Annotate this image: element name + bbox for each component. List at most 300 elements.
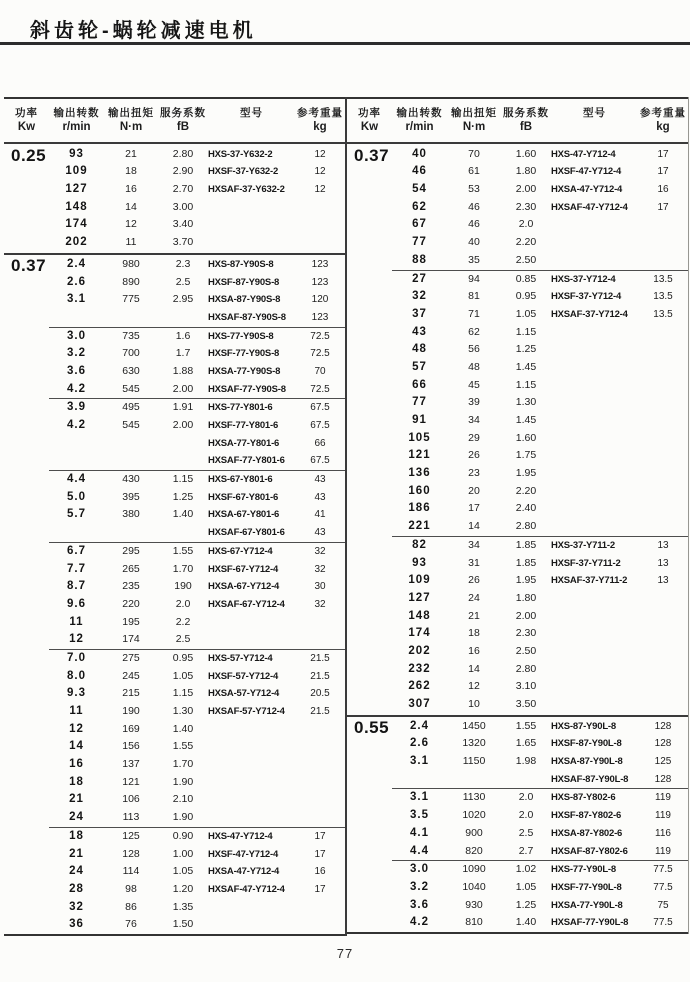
header-unit: kg bbox=[313, 121, 327, 134]
cell-weight bbox=[638, 324, 688, 342]
cell-model bbox=[551, 394, 638, 412]
cell-torque: 220 bbox=[122, 597, 140, 610]
cell-model: HXSAF-47-Y712-4 bbox=[551, 201, 628, 213]
cell-fb: 2.95 bbox=[172, 293, 194, 306]
header-label: 输出转数 bbox=[53, 107, 100, 119]
cell-fb: 2.30 bbox=[515, 627, 537, 640]
cell-model: HXS-37-Y632-2 bbox=[208, 148, 273, 160]
cell-speed: 3.1 bbox=[67, 293, 86, 306]
cell-model: HXSF-77-Y801-6 bbox=[208, 420, 279, 431]
cell-weight: 13.5 bbox=[653, 308, 673, 320]
cell-power bbox=[347, 879, 392, 897]
cell-torque: 545 bbox=[122, 382, 140, 395]
cell-power bbox=[4, 435, 49, 453]
cell-power bbox=[347, 483, 392, 501]
cell-weight: 43 bbox=[314, 527, 326, 539]
page-title: 斜齿轮-蜗轮减速电机 bbox=[30, 20, 257, 42]
header-cell-speed bbox=[49, 106, 104, 136]
cell-weight: 128 bbox=[654, 720, 672, 732]
cell-power bbox=[347, 843, 392, 861]
cell-power bbox=[347, 324, 392, 342]
cell-model: HXSAF-77-Y90L-8 bbox=[551, 917, 629, 929]
cell-power bbox=[4, 738, 49, 756]
cell-speed: 3.6 bbox=[410, 898, 429, 911]
cell-speed: 4.4 bbox=[67, 473, 86, 486]
cell-weight: 70 bbox=[314, 365, 326, 377]
table-row bbox=[4, 274, 345, 292]
cell-speed: 148 bbox=[65, 200, 88, 213]
cell-model bbox=[208, 631, 295, 649]
cell-fb: 1.7 bbox=[175, 347, 191, 360]
cell-power bbox=[4, 881, 49, 899]
cell-power bbox=[347, 271, 392, 289]
cell-model: HXSF-87-Y802-6 bbox=[551, 810, 622, 822]
cell-weight bbox=[638, 500, 688, 518]
cell-model bbox=[208, 756, 295, 774]
cell-fb: 0.95 bbox=[172, 651, 194, 664]
cell-model bbox=[208, 791, 295, 809]
cell-weight: 116 bbox=[655, 827, 671, 839]
cell-weight: 13.5 bbox=[653, 291, 673, 303]
cell-torque: 29 bbox=[468, 431, 480, 444]
header-cell-power bbox=[4, 106, 49, 136]
cell-power bbox=[4, 596, 49, 614]
cell-speed: 12 bbox=[69, 722, 84, 735]
table-row bbox=[347, 324, 688, 342]
table-row bbox=[4, 631, 345, 649]
table-row bbox=[4, 381, 345, 399]
cell-speed: 11 bbox=[69, 705, 84, 717]
cell-weight: 43 bbox=[314, 491, 326, 503]
cell-torque: 380 bbox=[122, 508, 140, 521]
cell-speed: 32 bbox=[412, 290, 427, 303]
cell-speed: 37 bbox=[412, 307, 427, 320]
cell-power bbox=[347, 341, 392, 359]
cell-fb: 2.80 bbox=[515, 520, 537, 533]
table-row bbox=[4, 399, 345, 417]
cell-speed: 4.1 bbox=[410, 826, 429, 839]
cell-model: HXSF-37-Y711-2 bbox=[551, 557, 621, 569]
cell-power bbox=[4, 899, 49, 917]
cell-fb: 1.80 bbox=[515, 591, 537, 604]
cell-fb: 1.40 bbox=[515, 916, 537, 929]
cell-model: HXSAF-57-Y712-4 bbox=[208, 706, 285, 717]
cell-weight: 72.5 bbox=[310, 348, 330, 360]
cell-torque: 56 bbox=[468, 343, 480, 356]
cell-model bbox=[208, 899, 295, 917]
cell-torque: 94 bbox=[468, 272, 480, 285]
cell-speed: 2.4 bbox=[410, 719, 429, 732]
cell-power bbox=[4, 524, 49, 542]
cell-weight bbox=[638, 465, 688, 483]
cell-model: HXSA-47-Y712-4 bbox=[551, 184, 623, 196]
cell-power bbox=[347, 163, 392, 181]
cell-speed: 77 bbox=[412, 396, 427, 409]
cell-speed: 77 bbox=[412, 236, 427, 249]
cell-power bbox=[4, 381, 49, 399]
table-body bbox=[347, 144, 688, 934]
cell-model: HXSAF-47-Y712-4 bbox=[208, 883, 285, 895]
cell-fb: 2.50 bbox=[515, 253, 537, 266]
table-row bbox=[4, 703, 345, 721]
cell-fb bbox=[158, 309, 208, 327]
cell-fb: 2.10 bbox=[172, 793, 194, 806]
cell-power bbox=[347, 608, 392, 626]
cell-speed: 202 bbox=[408, 644, 431, 657]
power-value: 0.37 bbox=[11, 255, 47, 275]
cell-torque: 98 bbox=[125, 882, 137, 895]
cell-weight bbox=[295, 774, 345, 792]
table-row bbox=[347, 146, 688, 164]
cell-fb: 3.50 bbox=[515, 698, 537, 710]
header-cell-torque bbox=[447, 106, 501, 136]
header-label: 功率 bbox=[15, 107, 38, 119]
cell-torque: 1040 bbox=[462, 880, 486, 893]
cell-model: HXSA-57-Y712-4 bbox=[208, 688, 280, 700]
table-row bbox=[4, 828, 345, 846]
cell-speed: 2.4 bbox=[67, 257, 86, 270]
table-row bbox=[4, 650, 345, 668]
cell-power bbox=[347, 696, 392, 714]
cell-speed: 21 bbox=[69, 847, 84, 860]
table-row bbox=[347, 879, 688, 897]
table-row bbox=[347, 861, 688, 879]
cell-fb: 1.91 bbox=[172, 401, 194, 414]
header-unit: r/min bbox=[405, 121, 434, 134]
cell-model bbox=[208, 916, 295, 934]
cell-fb: 1.75 bbox=[515, 449, 537, 462]
cell-fb bbox=[158, 435, 208, 453]
table-row bbox=[4, 809, 345, 827]
cell-power bbox=[347, 518, 392, 536]
cell-speed: 105 bbox=[408, 431, 431, 444]
cell-fb: 2.80 bbox=[515, 662, 537, 675]
table-row bbox=[347, 807, 688, 825]
cell-torque: 26 bbox=[468, 449, 480, 462]
cell-weight bbox=[638, 216, 688, 234]
table-row bbox=[4, 506, 345, 524]
cell-speed: 4.2 bbox=[67, 382, 86, 395]
cell-speed: 24 bbox=[69, 811, 84, 824]
cell-fb: 1.50 bbox=[172, 918, 194, 931]
table-row bbox=[347, 252, 688, 270]
cell-speed: 5.0 bbox=[67, 490, 86, 503]
cell-speed: 14 bbox=[69, 740, 84, 753]
header-unit: fB bbox=[519, 121, 533, 134]
table-row bbox=[4, 199, 345, 217]
cell-model bbox=[208, 774, 295, 792]
cell-fb: 3.00 bbox=[172, 200, 194, 213]
cell-model: HXSF-77-Y90L-8 bbox=[551, 881, 622, 893]
cell-power bbox=[4, 181, 49, 199]
table-row bbox=[4, 146, 345, 164]
table-row bbox=[347, 234, 688, 252]
cell-torque: 10 bbox=[468, 698, 480, 710]
cell-torque: 215 bbox=[122, 687, 140, 700]
cell-torque: 16 bbox=[125, 183, 137, 196]
cell-weight bbox=[638, 430, 688, 448]
spec-table-left bbox=[4, 97, 347, 936]
cell-fb: 1.80 bbox=[515, 165, 537, 178]
cell-torque: 61 bbox=[468, 165, 480, 178]
cell-power bbox=[4, 578, 49, 596]
cell-weight: 32 bbox=[314, 598, 326, 610]
cell-power bbox=[4, 631, 49, 649]
header-unit bbox=[208, 120, 295, 135]
cell-power bbox=[4, 863, 49, 881]
cell-torque: 39 bbox=[468, 396, 480, 409]
table-row bbox=[4, 561, 345, 579]
cell-fb: 0.95 bbox=[515, 290, 537, 303]
cell-model: HXS-37-Y712-4 bbox=[551, 273, 616, 285]
cell-fb: 3.10 bbox=[515, 680, 537, 693]
table-row bbox=[4, 791, 345, 809]
cell-power bbox=[347, 914, 392, 932]
cell-weight bbox=[638, 483, 688, 501]
cell-model: HXSAF-87-Y802-6 bbox=[551, 845, 628, 857]
cell-power bbox=[347, 661, 392, 679]
cell-weight bbox=[295, 791, 345, 809]
cell-torque: 46 bbox=[468, 218, 480, 231]
cell-speed: 18 bbox=[69, 775, 84, 788]
cell-model bbox=[551, 500, 638, 518]
cell-weight: 20.5 bbox=[310, 688, 330, 700]
cell-speed: 3.0 bbox=[67, 329, 86, 342]
cell-weight bbox=[638, 252, 688, 270]
cell-model: HXS-87-Y802-6 bbox=[551, 792, 616, 804]
cell-torque: 235 bbox=[122, 580, 140, 593]
cell-torque: 12 bbox=[468, 680, 480, 693]
table-row bbox=[347, 625, 688, 643]
cell-fb: 2.50 bbox=[515, 644, 537, 657]
cell-power bbox=[347, 643, 392, 661]
cell-model: HXS-77-Y90S-8 bbox=[208, 330, 274, 342]
cell-model bbox=[551, 324, 638, 342]
table-header bbox=[347, 97, 688, 144]
table-row bbox=[347, 843, 688, 861]
cell-weight: 13 bbox=[657, 557, 669, 569]
cell-power bbox=[4, 234, 49, 252]
table-row bbox=[4, 216, 345, 234]
cell-speed: 262 bbox=[408, 680, 431, 693]
cell-power bbox=[347, 590, 392, 608]
table-row bbox=[347, 216, 688, 234]
cell-fb: 1.20 bbox=[172, 882, 194, 895]
cell-torque: 775 bbox=[122, 293, 140, 306]
cell-torque: 245 bbox=[122, 669, 140, 682]
cell-fb: 2.00 bbox=[172, 419, 194, 431]
cell-fb: 1.15 bbox=[515, 325, 537, 338]
cell-torque bbox=[104, 309, 158, 327]
cell-speed: 2.6 bbox=[410, 737, 429, 750]
cell-torque: 174 bbox=[122, 633, 140, 646]
cell-fb: 2.0 bbox=[518, 809, 534, 822]
cell-fb: 0.85 bbox=[515, 272, 537, 285]
cell-power bbox=[347, 306, 392, 324]
cell-speed: 3.9 bbox=[67, 401, 86, 414]
cell-fb: 2.00 bbox=[515, 183, 537, 196]
cell-speed: 46 bbox=[412, 165, 427, 178]
cell-model bbox=[208, 721, 295, 739]
cell-speed: 57 bbox=[412, 360, 427, 373]
cell-weight: 77.5 bbox=[653, 881, 673, 893]
cell-power bbox=[347, 216, 392, 234]
cell-weight: 77.5 bbox=[653, 864, 673, 876]
cell-weight bbox=[638, 608, 688, 626]
cell-model bbox=[208, 199, 295, 217]
table-row bbox=[4, 578, 345, 596]
cell-torque: 48 bbox=[468, 360, 480, 373]
cell-speed: 82 bbox=[412, 538, 427, 551]
cell-weight: 75 bbox=[657, 899, 669, 911]
cell-torque: 125 bbox=[122, 829, 140, 842]
cell-model: HXSA-67-Y801-6 bbox=[208, 509, 280, 521]
cell-weight: 21.5 bbox=[310, 706, 330, 717]
cell-model: HXSF-37-Y712-4 bbox=[551, 291, 622, 303]
cell-weight: 30 bbox=[314, 581, 326, 593]
cell-model: HXSA-77-Y801-6 bbox=[208, 437, 280, 449]
table-row bbox=[4, 846, 345, 864]
cell-speed: 136 bbox=[408, 467, 431, 480]
cell-power bbox=[4, 345, 49, 363]
table-row bbox=[347, 430, 688, 448]
cell-fb: 1.70 bbox=[172, 562, 194, 575]
cell-power bbox=[347, 807, 392, 825]
header-cell-fb bbox=[501, 106, 551, 136]
cell-weight: 17 bbox=[657, 166, 669, 178]
cell-weight: 67.5 bbox=[310, 402, 330, 414]
cell-power bbox=[4, 291, 49, 309]
cell-power bbox=[4, 328, 49, 346]
table-row bbox=[347, 483, 688, 501]
cell-power bbox=[347, 181, 392, 199]
cell-torque: 980 bbox=[122, 257, 140, 270]
header-unit: N·m bbox=[119, 121, 143, 134]
cell-model: HXSAF-37-Y712-4 bbox=[551, 308, 628, 320]
cell-weight: 67.5 bbox=[310, 420, 330, 431]
cell-model bbox=[551, 590, 638, 608]
cell-model bbox=[551, 518, 638, 536]
cell-power bbox=[4, 417, 49, 435]
cell-model: HXS-77-Y90L-8 bbox=[551, 864, 616, 876]
cell-power bbox=[347, 412, 392, 430]
cell-weight: 21.5 bbox=[310, 652, 330, 664]
cell-speed: 93 bbox=[69, 147, 84, 160]
table-row bbox=[347, 537, 688, 555]
table-row bbox=[4, 234, 345, 252]
cell-model: HXSAF-77-Y90S-8 bbox=[208, 383, 286, 395]
cell-fb: 1.35 bbox=[172, 900, 194, 913]
header-cell-fb bbox=[158, 106, 208, 136]
table-row bbox=[347, 789, 688, 807]
cell-model bbox=[551, 643, 638, 661]
cell-power bbox=[347, 500, 392, 518]
cell-fb: 1.45 bbox=[515, 414, 537, 426]
cell-model: HXSF-67-Y712-4 bbox=[208, 563, 279, 575]
table-row bbox=[347, 465, 688, 483]
spec-tables bbox=[4, 97, 687, 936]
cell-fb: 190 bbox=[174, 580, 192, 593]
table-row bbox=[4, 899, 345, 917]
cell-model bbox=[551, 252, 638, 270]
cell-speed: 7.7 bbox=[67, 562, 86, 575]
cell-model bbox=[551, 678, 638, 696]
header-unit: kg bbox=[656, 121, 670, 134]
cell-torque: 71 bbox=[468, 307, 480, 320]
cell-speed: 3.0 bbox=[410, 863, 429, 876]
cell-speed: 3.1 bbox=[410, 755, 429, 768]
cell-torque: 18 bbox=[468, 627, 480, 640]
cell-fb: 1.90 bbox=[172, 775, 194, 788]
table-row bbox=[347, 555, 688, 573]
cell-torque: 35 bbox=[468, 253, 480, 266]
header-label: 参考重量 bbox=[640, 107, 686, 119]
cell-weight bbox=[638, 696, 688, 714]
cell-weight: 13 bbox=[657, 575, 669, 587]
cell-weight: 72.5 bbox=[310, 330, 330, 342]
table-row bbox=[347, 288, 688, 306]
power-section bbox=[4, 256, 345, 934]
cell-torque: 900 bbox=[465, 826, 483, 839]
table-row bbox=[347, 696, 688, 714]
cell-model bbox=[551, 430, 638, 448]
cell-model bbox=[551, 483, 638, 501]
cell-power bbox=[347, 771, 392, 789]
cell-power bbox=[4, 274, 49, 292]
table-row bbox=[4, 471, 345, 489]
cell-speed: 127 bbox=[65, 183, 88, 196]
header-unit: fB bbox=[176, 121, 190, 134]
cell-torque: 1320 bbox=[462, 737, 486, 750]
cell-speed: 8.0 bbox=[67, 669, 86, 682]
table-row bbox=[4, 345, 345, 363]
table-row bbox=[4, 291, 345, 309]
cell-model: HXS-67-Y712-4 bbox=[208, 545, 273, 557]
cell-model: HXSF-87-Y90S-8 bbox=[208, 276, 280, 288]
cell-torque: 137 bbox=[122, 758, 140, 771]
table-row bbox=[347, 643, 688, 661]
cell-torque: 275 bbox=[122, 651, 140, 664]
cell-speed: 43 bbox=[412, 325, 427, 338]
cell-speed: 40 bbox=[412, 147, 427, 160]
power-value: 0.55 bbox=[354, 717, 390, 737]
cell-torque: 128 bbox=[122, 847, 140, 860]
cell-weight: 128 bbox=[654, 738, 672, 750]
cell-torque: 1450 bbox=[462, 719, 486, 732]
cell-model bbox=[551, 625, 638, 643]
cell-power bbox=[347, 753, 392, 771]
cell-fb: 1.95 bbox=[515, 467, 537, 480]
cell-power bbox=[4, 721, 49, 739]
cell-model: HXSF-87-Y90L-8 bbox=[551, 738, 622, 750]
cell-model: HXSA-87-Y802-6 bbox=[551, 827, 623, 839]
cell-power bbox=[347, 465, 392, 483]
cell-torque: 121 bbox=[122, 775, 140, 788]
cell-fb: 1.98 bbox=[515, 755, 537, 768]
cell-power bbox=[347, 234, 392, 252]
cell-speed: 18 bbox=[69, 829, 84, 842]
cell-weight: 66 bbox=[314, 437, 326, 449]
cell-model bbox=[551, 447, 638, 465]
cell-model: HXSF-57-Y712-4 bbox=[208, 670, 279, 682]
table-row bbox=[4, 774, 345, 792]
table-row bbox=[347, 447, 688, 465]
cell-model bbox=[551, 465, 638, 483]
cell-fb: 2.0 bbox=[518, 218, 534, 231]
table-row bbox=[4, 916, 345, 934]
page-number: 77 bbox=[336, 946, 354, 961]
cell-fb: 2.2 bbox=[175, 615, 191, 628]
